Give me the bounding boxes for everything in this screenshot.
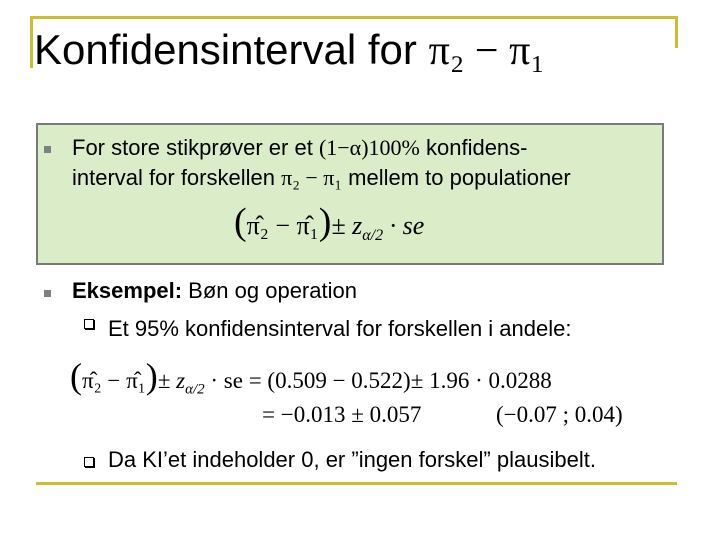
confidence-interval-result: (−0.07 ; 0.04) [496,402,623,427]
bullet-square-icon [44,146,51,153]
definition-line-2-text: interval for forskellen [72,165,282,190]
example-label: Eksempel: [72,278,183,303]
bullet-square-icon [44,290,51,297]
slide-title [34,26,545,75]
example-minus: − [101,368,127,393]
example-z: ± z [157,368,186,393]
ci-formula [234,200,424,245]
example-heading [72,277,357,305]
example-formula-line-1 [70,355,552,399]
example-computation: · se = (0.509 − 0.522)± 1.96 · 0.0288 [204,368,552,393]
frame-left-line [30,16,33,68]
hollow-square-bullet-icon [84,319,94,329]
example-pi2-hat: π̂₂ [82,368,102,393]
formula-minus: − [268,211,297,240]
formula-se: · se [383,211,425,240]
example-subpoint-1: Et 95% konfidensinterval for forskellen i andele: [108,316,572,341]
definition-line-1 [72,134,528,162]
example-subpoint-2: Da KI’et indeholder 0, er ”ingen forskel” plausibelt. [108,447,596,472]
definition-line-2-suffix: mellem to populationer [342,165,571,190]
formula-open-paren: ( [234,201,247,243]
definition-line-1-suffix: konfidens- [419,135,528,160]
formula-alpha-sub: α/2 [362,227,384,245]
hollow-square-bullet-icon [84,457,94,467]
example-alpha-sub: α/2 [185,381,205,398]
frame-right-line [675,16,678,48]
title-text: Konfidensinterval for [34,26,429,73]
formula-pi2-hat: π̂₂ [246,211,269,240]
definition-line-2 [72,164,571,192]
example-close-paren: ) [145,356,158,396]
formula-close-paren: ) [318,201,332,243]
example-formula-line-2: = −0.013 ± 0.057 [262,402,422,427]
frame-bottom-line [36,482,677,485]
frame-top-line [30,16,678,19]
example-topic: Bøn og operation [182,278,357,303]
formula-pi1-hat: π̂₁ [296,211,319,240]
confidence-level-math: (1−α)100% [318,135,420,160]
example-pi1-hat: π̂₁ [126,368,146,393]
example-open-paren: ( [70,356,82,396]
title-math: π₂ − π₁ [428,28,545,74]
difference-math: π₂ − π₁ [281,165,343,190]
definition-line-1-text: For store stikprøver er et [72,135,319,160]
formula-z: ± z [331,211,363,240]
